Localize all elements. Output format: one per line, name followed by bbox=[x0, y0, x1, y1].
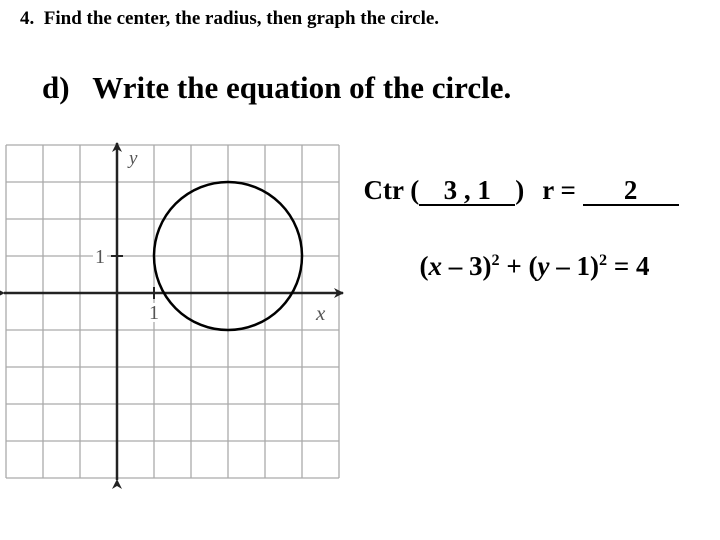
equation-plus: + ( bbox=[499, 251, 538, 281]
circle-equation bbox=[406, 226, 649, 280]
center-radius-line bbox=[350, 150, 679, 206]
center-blank: 3 , 1 bbox=[419, 177, 515, 206]
x-axis-label: x bbox=[316, 301, 326, 325]
equation-equals-4: = 4 bbox=[607, 251, 650, 281]
x-tick-label: 1 bbox=[149, 302, 159, 324]
equation-minus-1: – 1) bbox=[549, 251, 599, 281]
radius-blank: 2 bbox=[583, 177, 679, 206]
center-prefix: Ctr ( bbox=[363, 175, 420, 205]
equation-open-paren: ( bbox=[419, 251, 429, 281]
part-heading: d) Write the equation of the circle. bbox=[42, 70, 512, 105]
center-suffix: ) bbox=[515, 175, 525, 205]
problem-title: 4. Find the center, the radius, then graph the circle. bbox=[20, 8, 440, 29]
equation-var-x: x bbox=[428, 251, 442, 281]
y-tick-label: 1 bbox=[95, 246, 105, 268]
y-axis-label: y bbox=[129, 148, 138, 169]
equation-minus-3: – 3) bbox=[442, 251, 492, 281]
equation-exponent-1: 2 bbox=[491, 251, 500, 269]
equation-var-y: y bbox=[537, 251, 550, 281]
grid-lines bbox=[6, 145, 339, 478]
equation-exponent-2: 2 bbox=[598, 251, 608, 269]
radius-prefix: r = bbox=[542, 175, 583, 205]
